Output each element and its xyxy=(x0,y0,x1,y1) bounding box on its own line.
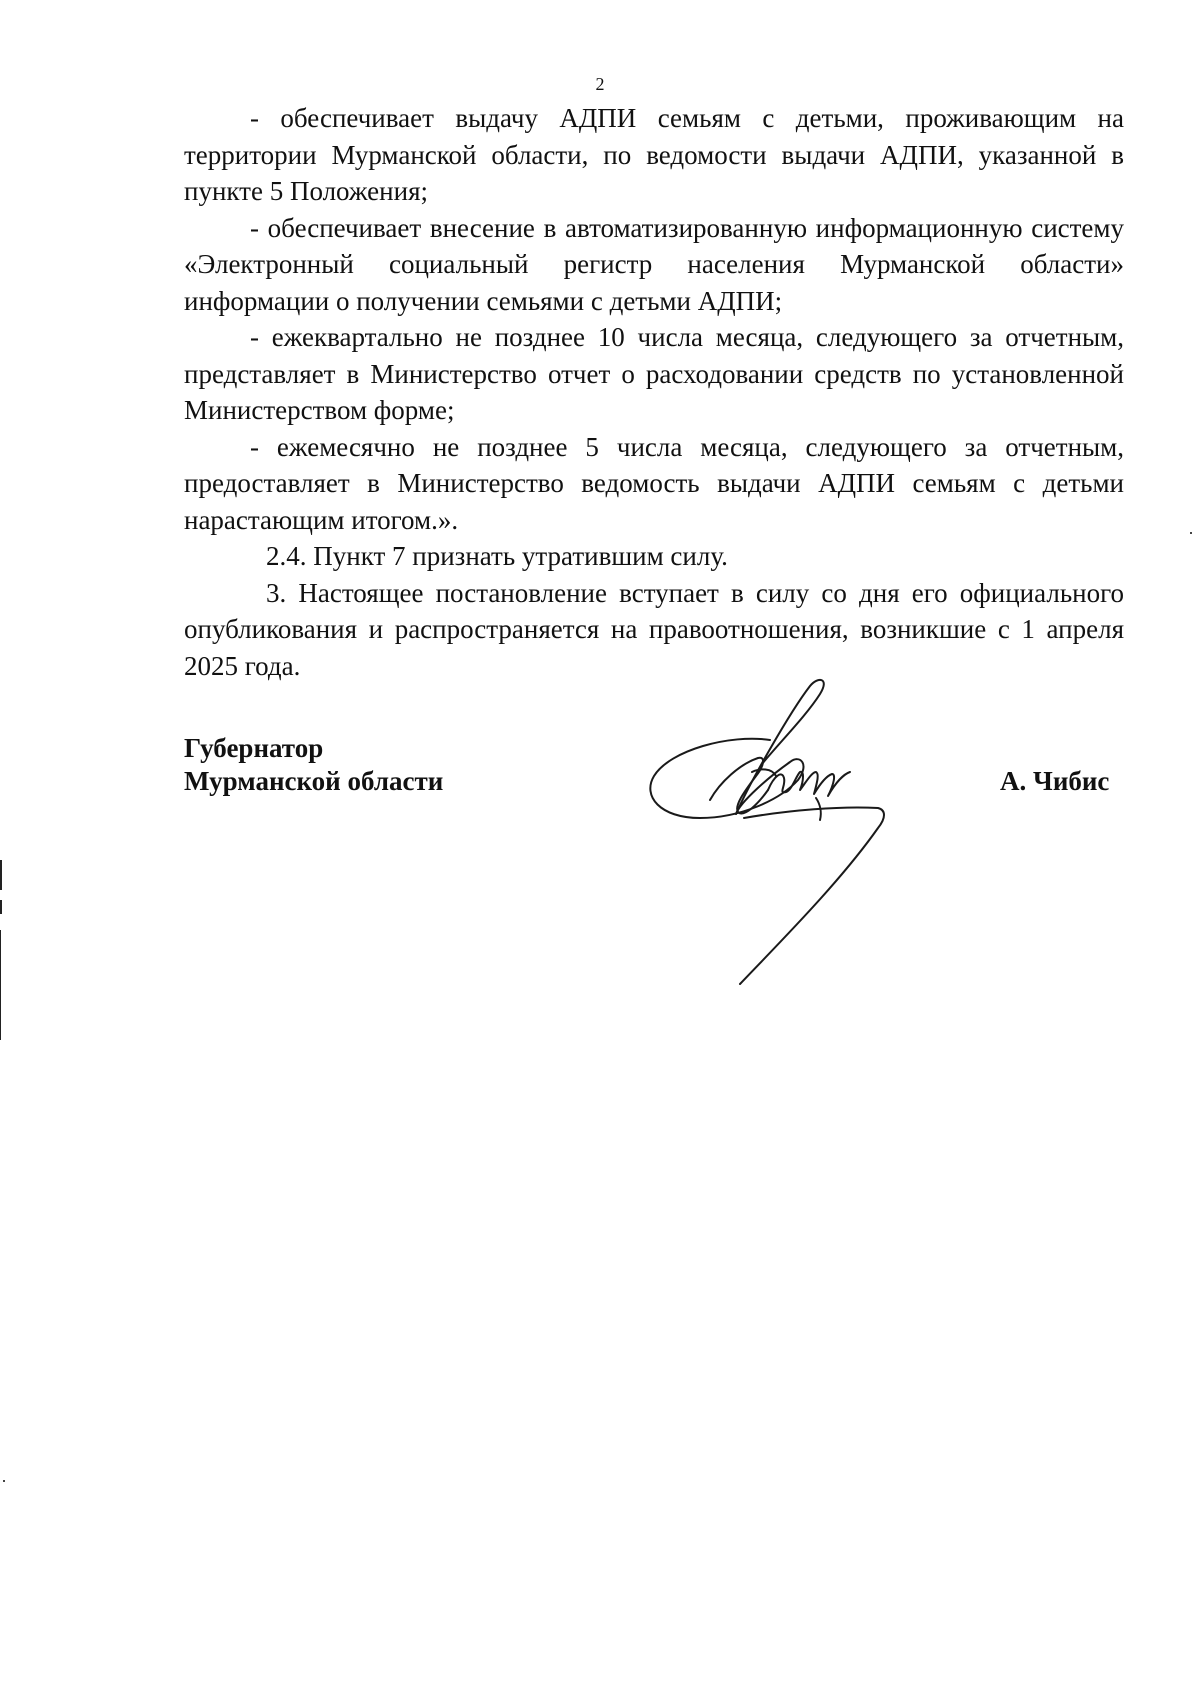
scan-artifact xyxy=(0,860,2,890)
signatory-position-line1: Губернатор xyxy=(184,733,324,763)
signatory-name: А. Чибис xyxy=(1000,766,1110,796)
paragraph-clause-2-4: 2.4. Пункт 7 признать утратившим силу. xyxy=(266,541,728,571)
signatory-position xyxy=(184,732,443,798)
scan-artifact xyxy=(0,930,1,1040)
paragraph-registry-entry: - обеспечивает внесение в автоматизированную информационную систему «Электронный социальный регистр населения Мурманской области» информации о получении семьями с детьми АДПИ; xyxy=(184,212,1124,316)
paragraph-monthly-statement: - ежемесячно не позднее 5 числа месяца, следующего за отчетным, предоставляет в Министерство ведомость выдачи АДПИ семьям с детьми нарастающим итогом.». xyxy=(184,431,1124,535)
signatory-position-line2: Мурманской области xyxy=(184,766,444,796)
paragraph-adpi-issuance: - обеспечивает выдачу АДПИ семьям с детьми, проживающим на территории Мурманской области, по ведомости выдачи АДПИ, указанной в пункте 5 Положения; xyxy=(184,103,1124,206)
document-body xyxy=(184,100,1124,684)
page-number: 2 xyxy=(595,74,605,94)
scan-artifact xyxy=(0,900,2,914)
scan-artifact xyxy=(1190,532,1192,534)
scan-artifact xyxy=(3,1480,5,1482)
paragraph-clause-3: 3. Настоящее постановление вступает в силу со дня его официального опубликования и распространяется на правоотношения, возникшие с 1 апреля 2025 года. xyxy=(184,577,1124,681)
handwritten-signature xyxy=(640,672,940,992)
paragraph-quarterly-report: - ежеквартально не позднее 10 числа месяца, следующего за отчетным, представляет в Министерство отчет о расходовании средств по установленной Министерством форме; xyxy=(184,322,1124,425)
